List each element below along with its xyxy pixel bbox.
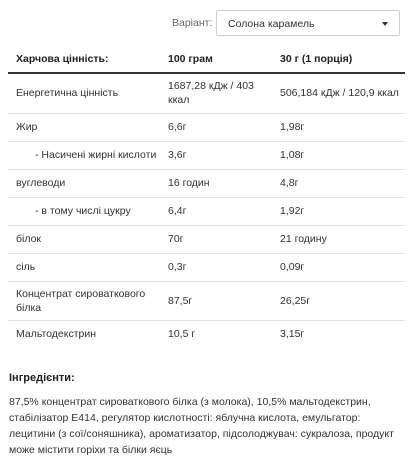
table-row: [8, 141, 405, 169]
row-label: Жир: [8, 113, 160, 141]
variant-row: [0, 10, 413, 36]
table-row: [8, 169, 405, 197]
row-per-portion: 0,09г: [272, 253, 405, 281]
row-per-portion: 1,08г: [272, 141, 405, 169]
table-header-row: [8, 46, 405, 73]
row-per-portion: 3,15г: [272, 320, 405, 348]
ingredients-text: 87,5% концентрат сироваткового білка (з молока), 10,5% мальтодекстрин, стабілізатор Е414, регулятор кислотності: яблучна кислота, емульгатор: лецитини (з сої/соняшника), ароматизатор, підсолоджувач: сукралоза, продукт може містити горіхи та білки яєць: [9, 396, 394, 456]
table-row: [8, 113, 405, 141]
row-label: Концентрат сироваткового білка: [8, 281, 160, 320]
table-row: [8, 197, 405, 225]
nutrition-table: [8, 46, 405, 348]
row-per-portion: 21 годину: [272, 225, 405, 253]
row-label: Енергетична цінність: [8, 73, 160, 113]
variant-selected-value: Солона карамель: [228, 18, 315, 30]
row-label: вуглеводи: [8, 169, 160, 197]
table-row: [8, 225, 405, 253]
row-label: сіль: [8, 253, 160, 281]
row-label: білок: [8, 225, 160, 253]
row-per-100g: 70г: [160, 225, 272, 253]
row-per-100g: 1687,28 кДж / 403 ккал: [160, 73, 272, 113]
row-per-100g: 6,4г: [160, 197, 272, 225]
row-per-portion: 4,8г: [272, 169, 405, 197]
header-per-portion: 30 г (1 порція): [280, 53, 353, 65]
table-row: [8, 281, 405, 320]
variant-label: Варіант:: [172, 17, 213, 29]
row-label: - Насичені жирні кислоти: [8, 141, 160, 169]
row-per-100g: 3,6г: [160, 141, 272, 169]
row-per-portion: 1,92г: [272, 197, 405, 225]
header-nutrition: Харчова цінність:: [16, 53, 109, 65]
variant-select[interactable]: [216, 10, 400, 36]
row-per-100g: 6,6г: [160, 113, 272, 141]
row-per-100g: 10,5 г: [160, 320, 272, 348]
row-per-portion: 506,184 кДж / 120,9 ккал: [272, 73, 405, 113]
row-per-100g: 16 годин: [160, 169, 272, 197]
row-label: - в тому числі цукру: [8, 197, 160, 225]
ingredients-section: [9, 372, 405, 458]
row-per-portion: 26,25г: [272, 281, 405, 320]
header-per-100g: 100 грам: [168, 53, 213, 65]
row-label: Мальтодекстрин: [8, 320, 160, 348]
chevron-down-icon: [382, 22, 388, 26]
row-per-portion: 1,98г: [272, 113, 405, 141]
row-per-100g: 87,5г: [160, 281, 272, 320]
table-row: [8, 320, 405, 348]
row-per-100g: 0,3г: [160, 253, 272, 281]
table-row: [8, 253, 405, 281]
table-row: [8, 73, 405, 113]
ingredients-title: Інгредієнти:: [9, 372, 75, 384]
